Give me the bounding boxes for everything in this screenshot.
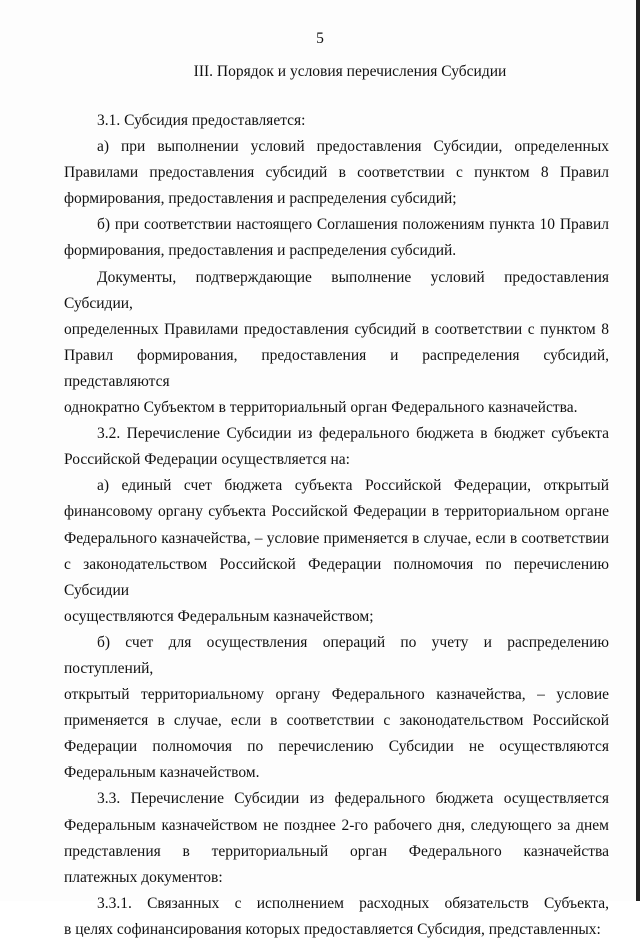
text-line: б) счет для осуществления операций по учету и распределению поступлений, bbox=[64, 633, 609, 677]
text-line: определенных Правилами предоставления субсидий в соответствии с пунктом 8 bbox=[64, 320, 609, 338]
text-line: платежных документов: bbox=[64, 868, 223, 886]
page-number: 5 bbox=[316, 30, 324, 47]
section-heading: III. Порядок и условия перечисления Субсидии bbox=[193, 63, 507, 80]
text-line: Федерального казначейства, – условие применяется в случае, если в соответствии bbox=[64, 529, 609, 547]
scan-edge-shadow bbox=[636, 0, 640, 901]
text-line: формирования, предоставления и распределения субсидий. bbox=[64, 242, 457, 260]
text-line: а) единый счет бюджета субъекта Российской Федерации, открытый bbox=[97, 477, 609, 495]
text-line: б) при соответствии настоящего Соглашения положениям пункта 10 Правил bbox=[97, 216, 609, 234]
text-line: 3.2. Перечисление Субсидии из федерального бюджета в бюджет субъекта bbox=[97, 425, 609, 443]
text-line: 3.3. Перечисление Субсидии из федерального бюджета осуществляется bbox=[97, 790, 609, 808]
text-line: Федеральным казначейством не позднее 2-го рабочего дня, следующего за днем bbox=[64, 816, 609, 834]
text-line: осуществляются Федеральным казначейством; bbox=[64, 607, 374, 625]
text-line: Российской Федерации осуществляется на: bbox=[64, 451, 350, 469]
text-line: однократно Субъектом в территориальный орган Федерального казначейства. bbox=[64, 399, 578, 417]
text-line: Документы, подтверждающие выполнение условий предоставления Субсидии, bbox=[64, 268, 609, 312]
text-line: а) при выполнении условий предоставления Субсидии, определенных bbox=[97, 138, 609, 156]
text-line: финансовому органу субъекта Российской Федерации в территориальном органе bbox=[64, 503, 609, 521]
text-line: формирования, предоставления и распределения субсидий; bbox=[64, 190, 457, 208]
text-line: Правил формирования, предоставления и распределения субсидий, представляются bbox=[64, 346, 609, 390]
text-line: в целях софинансирования которых предоставляется Субсидия, представленных: bbox=[64, 920, 601, 938]
text-line: 3.3.1. Связанных с исполнением расходных обязательств Субъекта, bbox=[97, 894, 609, 912]
text-line: Правилами предоставления субсидий в соответствии с пунктом 8 Правил bbox=[64, 164, 609, 182]
document-body bbox=[64, 108, 609, 943]
text-line: Федерации полномочия по перечислению Субсидии не осуществляются bbox=[64, 738, 609, 756]
text-line: открытый территориальному органу Федерального казначейства, – условие bbox=[64, 686, 609, 704]
text-line: представления в территориальный орган Федерального казначейства bbox=[64, 842, 609, 860]
text-line: применяется в случае, если в соответствии с законодательством Российской bbox=[64, 712, 609, 730]
text-line: 3.1. Субсидия предоставляется: bbox=[97, 112, 306, 129]
text-line: Федеральным казначейством. bbox=[64, 764, 260, 782]
text-line: с законодательством Российской Федерации полномочия по перечислению Субсидии bbox=[64, 555, 609, 599]
